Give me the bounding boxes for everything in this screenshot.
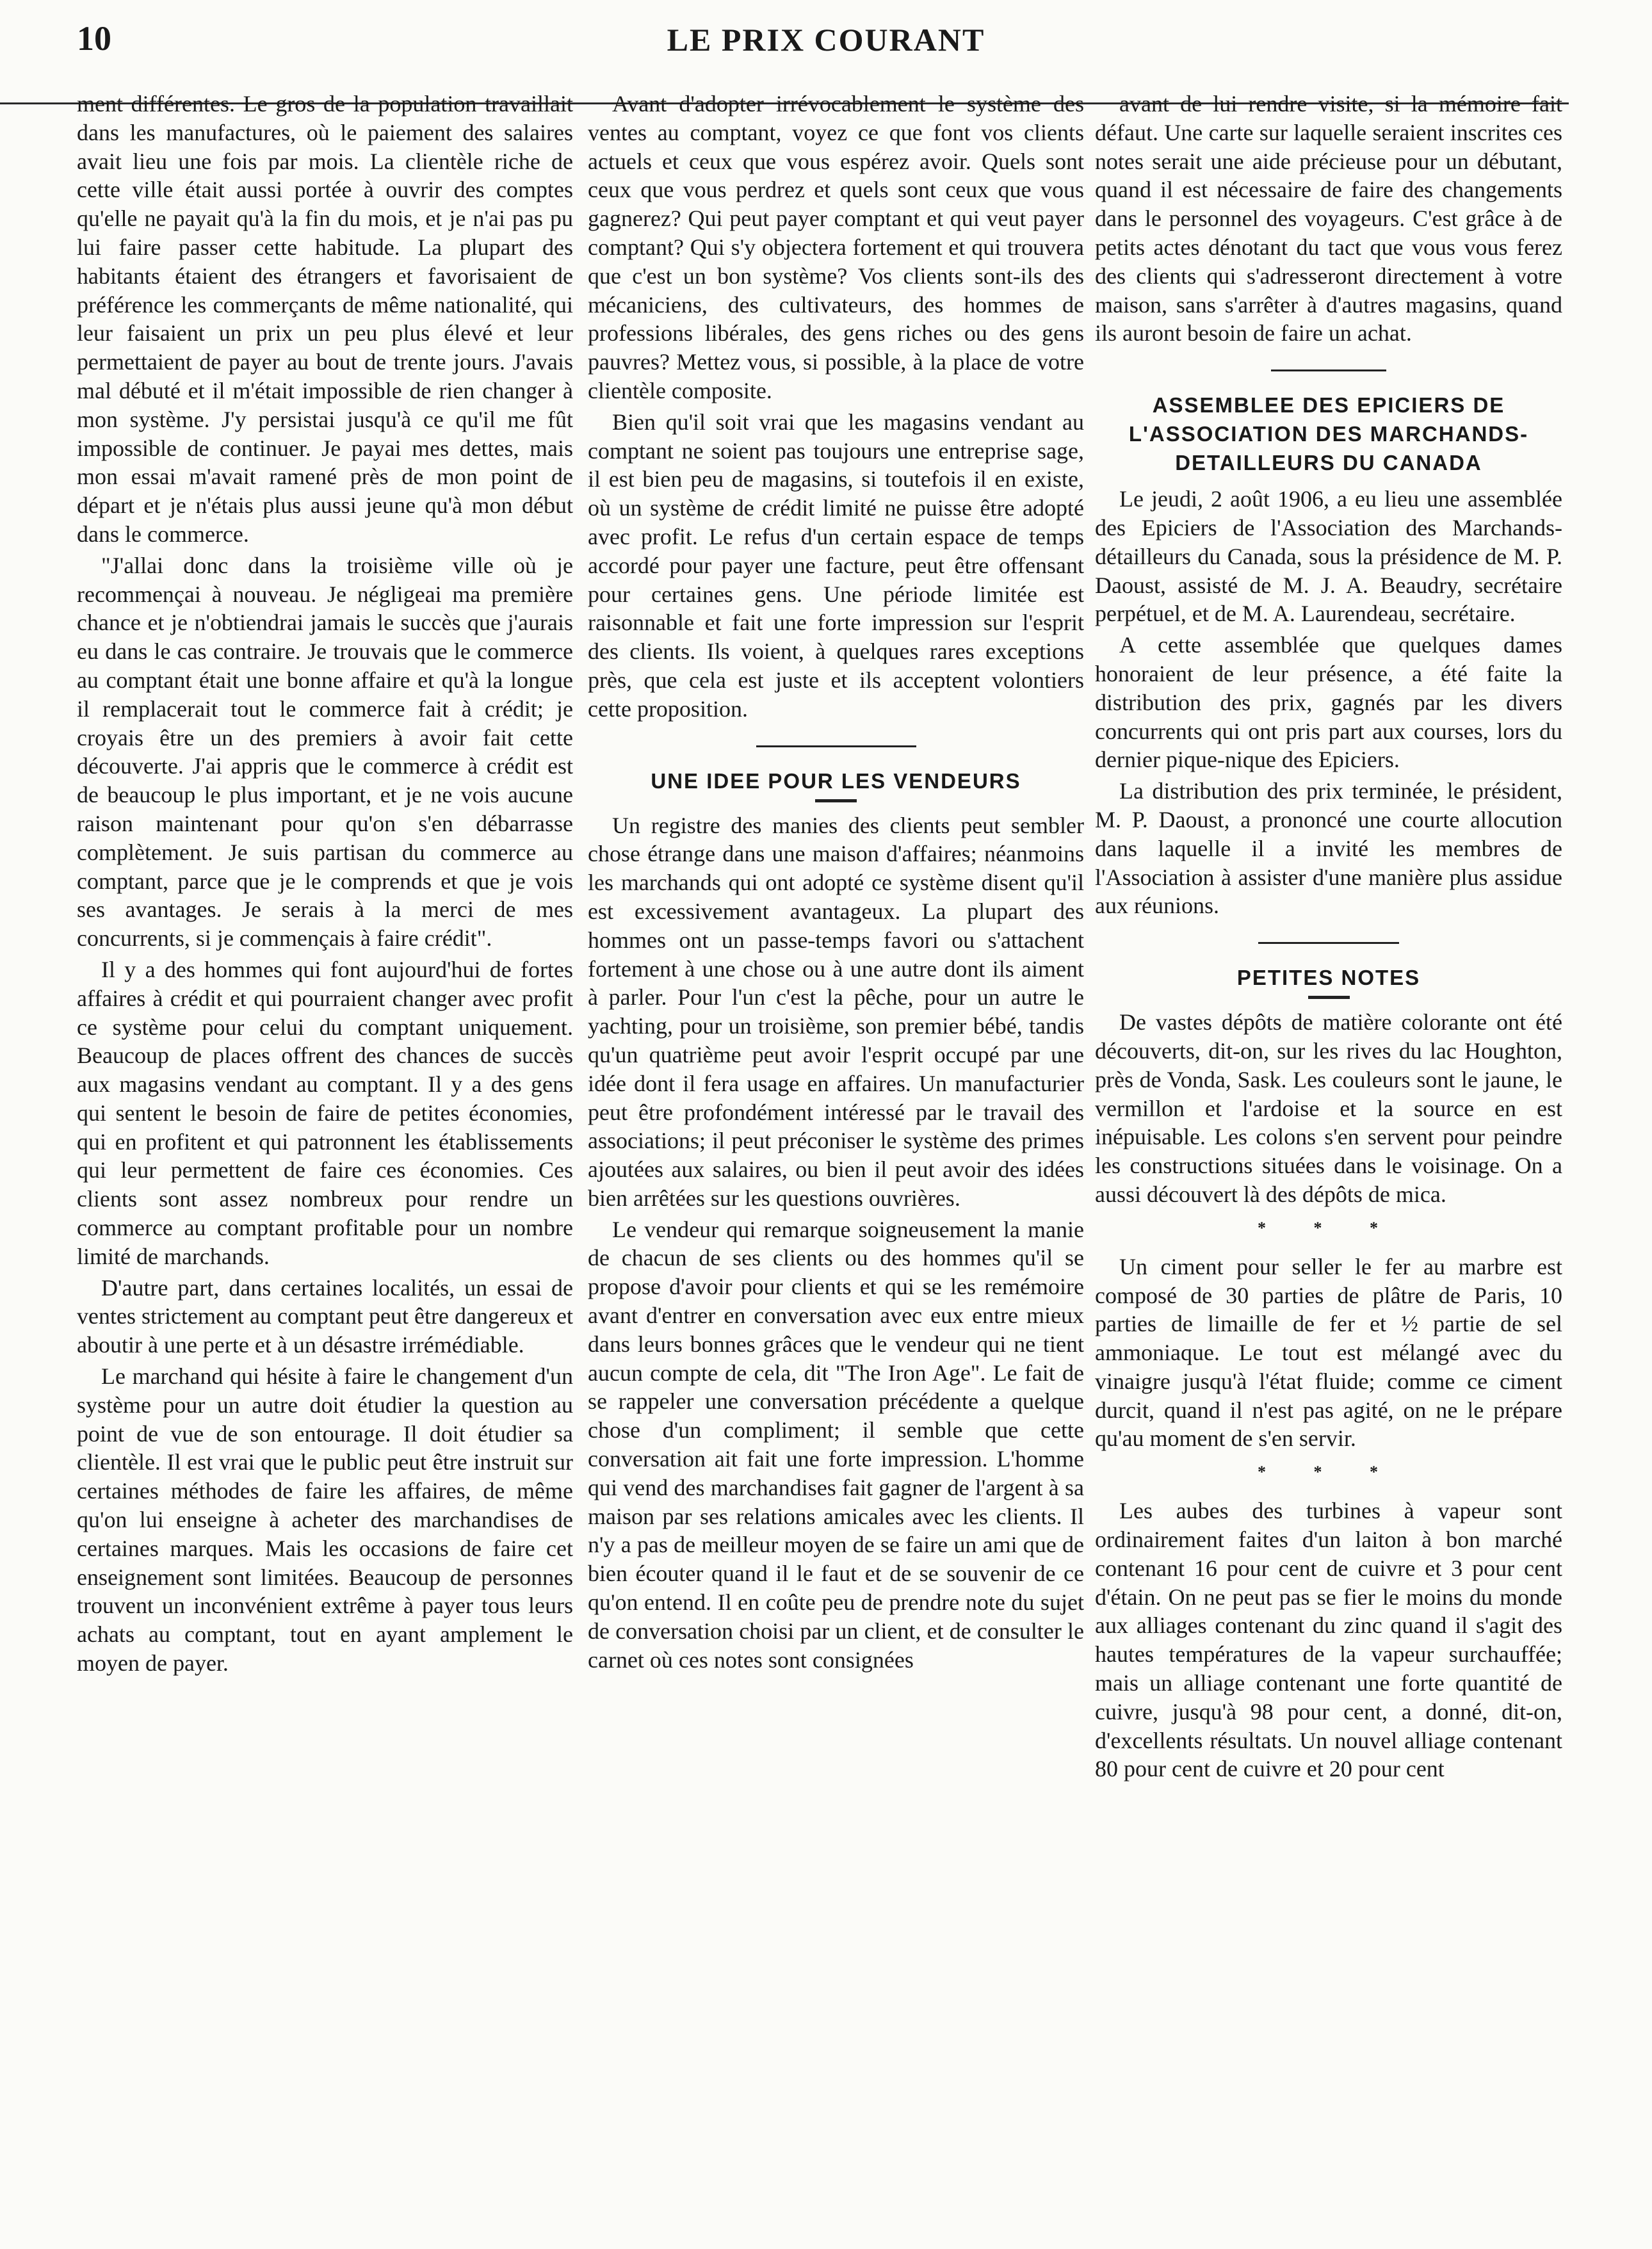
paragraph: ment différentes. Le gros de la population travaillait dans les manufactures, où le paiement des salaires avait lieu une fois par mois. La clientèle riche de cette ville était aussi portée à ouvrir des comptes qu'elle ne payait qu'à la fin du mois, et je n'ai pas pu lui faire passer cette habitude. La plupart des habitants étaient des étrangers et favorisaient de préférence les commerçants de même nationalité, qui leur faisaient un prix un peu plus élevé et leur permettaient de payer au bout de trente jours. J'avais mal débuté et il m'était impossible de rien changer à mon système. J'y persistai jusqu'à ce qu'il me fût impossible de continuer. Je payai mes dettes, mais mon essai m'avait ramené près de mon point de départ et je n'étais plus aussi jeune qu'à mon début dans le commerce. xyxy=(77,91,573,547)
section-divider xyxy=(1271,369,1386,371)
paragraph: avant de lui rendre visite, si la mémoire fait défaut. Une carte sur laquelle seraient inscrites ces notes serait une aide précieuse pour un débutant, quand il est nécessaire de faire des changements dans le personnel des voyageurs. C'est grâce à de petits actes dénotant du tact que vous vous ferez des clients qui s'adresseront directement à votre maison, sans s'arrêter à d'autres magasins, quand ils auront besoin de faire un achat. xyxy=(1095,91,1562,346)
section-title: PETITES NOTES xyxy=(1236,966,1421,990)
paragraph: Un registre des manies des clients peut sembler chose étrange dans une maison d'affaires; néanmoins les marchands qui ont adopté ce système disent qu'il est excessivement avantageux. La plupart des hommes ont un passe-temps favori ou s'attachent fortement à une chose ou à une autre dont ils aiment à parler. Pour l'un c'est la pêche, pour un autre le yachting, pour un troisième, son premier bébé, tandis qu'un quatrième peut avoir l'esprit occupé par une idée dont il fera usage en affaires. Un manufacturier peut être profondément intéressé par le travail des associations; il peut préconiser le système des primes ajoutées aux salaires, ou bien il peut avoir des idées bien arrêtées sur les questions ouvrières. xyxy=(588,812,1084,1211)
page-number: 10 xyxy=(77,19,111,58)
paragraph: D'autre part, dans certaines localités, un essai de ventes strictement au comptant peut être dangereux et aboutir à une perte et à un désastre irrémédiable. xyxy=(77,1274,573,1358)
paragraph: La distribution des prix terminée, le président, M. P. Daoust, a prononcé une courte allocution dans laquelle il a invité les membres de l'Association à assister d'une manière plus assidue aux réunions. xyxy=(1095,778,1562,919)
paragraph: Un ciment pour seller le fer au marbre est composé de 30 parties de plâtre de Paris, 10 parties de limaille de fer et ½ partie de sel ammoniaque. Le tout est mélangé avec du vinaigre jusqu'à l'état fluide; comme ce ciment durcit, quand il n'est pas agité, on ne le prépare qu'au moment de s'en servir. xyxy=(1095,1253,1562,1452)
section-divider xyxy=(1258,942,1399,944)
page-title: LE PRIX COURANT xyxy=(667,22,985,58)
column-2 xyxy=(588,90,1084,1674)
paragraph: Avant d'adopter irrévocablement le système des ventes au comptant, voyez ce que font vos clients actuels et ceux que vous espérez avoir. Quels sont ceux que vous perdrez et quels sont ceux que vous gagnerez? Qui peut payer comptant et qui veut payer comptant? Qui s'y objectera fortement et qui trouvera que c'est un bon système? Vos clients sont-ils des mécaniciens, des cultivateurs, des hommes de professions libérales, des gens riches ou des gens pauvres? Mettez vous, si possible, à la place de votre clientèle composite. xyxy=(588,91,1084,403)
column-1 xyxy=(77,90,573,1678)
paragraph: Le vendeur qui remarque soigneusement la manie de chacun de ses clients ou des hommes qu'il se propose d'avoir pour clients et qui se les remémoire avant d'entrer en conversation avec eux entre mieux dans leurs bonnes grâces que le vendeur qui ne tient aucun compte de cela, dit "The Iron Age". Le fait de se rappeler une conversation précédente a quelque chose d'un compliment; il semble que cette conversation ait fait une forte impression. L'homme qui vend des marchandises fait gagner de l'argent à sa maison par ses relations amicales avec les clients. Il n'y a pas de meilleur moyen de se faire un ami que de bien écouter quand il le faut et de se souvenir de ce qu'on entend. Il en coûte peu de prendre note du sujet de conversation choisi par un client, et de consulter le carnet où ces notes sont consignées xyxy=(588,1216,1084,1673)
separator-stars: * * * xyxy=(1258,1463,1400,1482)
title-underline xyxy=(815,799,857,802)
paragraph: De vastes dépôts de matière colorante ont été découverts, dit-on, sur les rives du lac Houghton, près de Vonda, Sask. Les couleurs sont le jaune, le vermillon et l'ardoise et la source en est inépuisable. Les colons s'en servent pour peindre les constructions situées dans le voisinage. On a aussi découvert là des dépôts de mica. xyxy=(1095,1009,1562,1207)
section-divider xyxy=(756,745,916,747)
separator-stars: * * * xyxy=(1258,1218,1400,1237)
paragraph: "J'allai donc dans la troisième ville où je recommençai à nouveau. Je négligeai ma première chance et je n'obtiendrai jamais le succès que j'aurais eu dans le cas contraire. Je trouvais que le commerce au comptant était une bonne affaire et qu'à la longue il remplacerait tout le commerce fait à crédit; je croyais être un des premiers à avoir fait cette découverte. J'ai appris que le commerce à crédit est de beaucoup le plus important, et je ne vois aucune raison maintenant pour qu'on s'en débarrasse complètement. Je suis partisan du commerce au comptant, parce que je le comprends et que je vois ses avantages. Je serais à la merci de mes concurrents, si je commençais à faire crédit". xyxy=(77,552,573,952)
paragraph: Le marchand qui hésite à faire le changement d'un système pour un autre doit étudier la question au point de vue de son entourage. Il doit étudier sa clientèle. Il est vrai que le public peut être instruit sur certaines méthodes de faire les affaires, de même qu'on lui enseigne à acheter des marchandises de certaines marques. Mais les occasions de faire cet enseignement sont limitées. Beaucoup de personnes trouvent un inconvénient extrême à payer tous leurs achats au comptant, tout en ayant amplement le moyen de payer. xyxy=(77,1363,573,1677)
paragraph: Les aubes des turbines à vapeur sont ordinairement faites d'un laiton à bon marché contenant 16 pour cent de cuivre et 3 pour cent d'étain. On ne peut pas se fier le moins du monde aux alliages contenant du zinc quand il s'agit des hautes températures de la vapeur surchauffée; mais un alliage contenant une forte quantité de cuivre, jusqu'à 98 pour cent, a donné, dit-on, d'excellents résultats. Un nouvel alliage contenant 80 pour cent de cuivre et 20 pour cent xyxy=(1095,1498,1562,1782)
section-title: ASSEMBLEE DES EPICIERS DE L'ASSOCIATION DES MARCHANDS-DETAILLEURS DU CANADA xyxy=(1128,393,1529,475)
paragraph: Le jeudi, 2 août 1906, a eu lieu une assemblée des Epiciers de l'Association des Marchands-détailleurs du Canada, sous la présidence de M. P. Daoust, assisté de M. J. A. Beaudry, secrétaire perpétuel, et de M. A. Laurendeau, secrétaire. xyxy=(1095,486,1562,627)
section-title: UNE IDEE POUR LES VENDEURS xyxy=(651,768,1021,793)
paragraph: Bien qu'il soit vrai que les magasins vendant au comptant ne soient pas toujours une entreprise sage, il est bien peu de magasins, si toutefois il en existe, où un système de crédit limité ne puisse être adopté avec profit. Le refus d'un certain espace de temps accordé pour payer une facture, peut être offensant pour certaines gens. Une période limitée est raisonnable et fait une forte impression sur l'esprit des clients. Ils voient, à quelques rares exceptions près, que cela est juste et ils acceptent volontiers cette proposition. xyxy=(588,409,1084,722)
column-3 xyxy=(1095,90,1562,1783)
paragraph: A cette assemblée que quelques dames honoraient de leur présence, a été faite la distribution des prix, gagnés par les divers concurrents qui ont pris part aux courses, lors du dernier pique-nique des Epiciers. xyxy=(1095,632,1562,773)
title-underline xyxy=(1308,996,1350,999)
paragraph: Il y a des hommes qui font aujourd'hui de fortes affaires à crédit et qui pourraient changer avec profit ce système pour celui du comptant uniquement. Beaucoup de places offrent des chances de succès aux magasins vendant au comptant. Il y a des gens qui sentent le besoin de faire de petites économies, qui en profitent et qui patronnent les établissements qui leur permettent de faire ces économies. Ces clients sont assez nombreux pour rendre un commerce au comptant profitable pour un nombre limité de marchands. xyxy=(77,956,573,1269)
